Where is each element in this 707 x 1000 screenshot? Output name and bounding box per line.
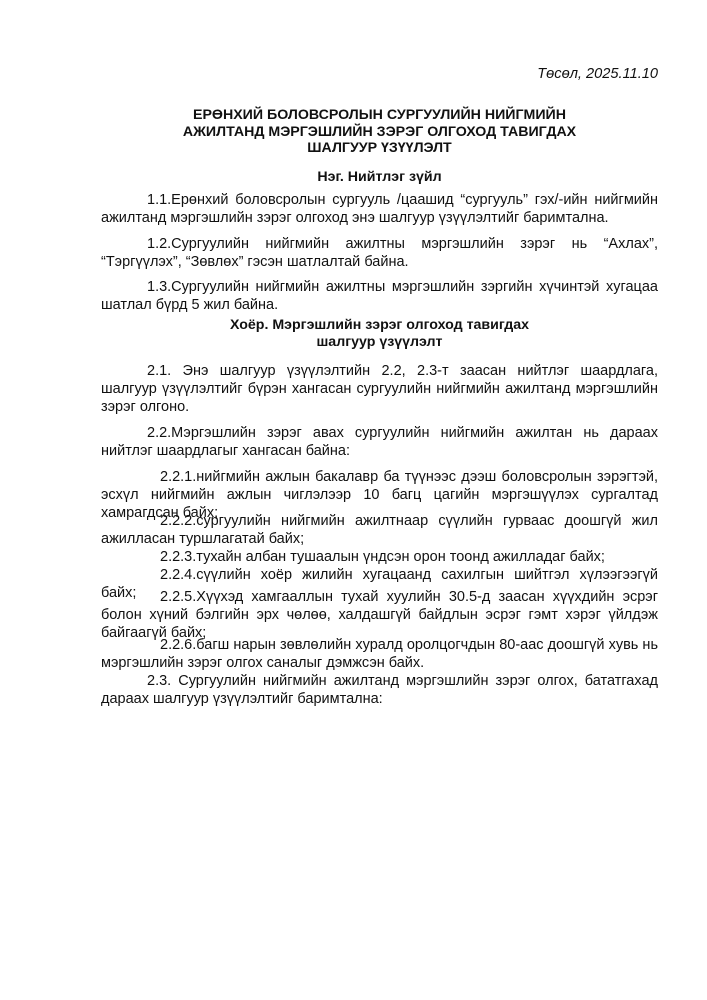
item-2-2-5: 2.2.5.Хүүхэд хамгааллын тухай хуулийн 30.5-д заасан хүүхдийн эсрэг болон хүний бэлгийн эрх чөлөө, халдашгүй байдлын эсрэг гэмт хэрэг үйлдэж байгаагүй байх; [101,589,658,641]
paragraph-1-1: 1.1.Ерөнхий боловсролын сургууль /цаашид “сургууль” гэх/-ийн нийгмийн ажилтанд мэргэшлийн зэрэг олгоход энэ шалгуур үзүүлэлтийг баримтална. [101,192,658,226]
item-2-2-3: 2.2.3.тухайн албан тушаалын үндсэн орон тоонд ажилладаг байх; [160,549,605,565]
section-heading-line: Нэг. Нийтлэг зүйл [317,169,442,185]
paragraph-2-3: 2.3. Сургуулийн нийгмийн ажилтанд мэргэшлийн зэрэг олгох, бататгахад дараах шалгуур үзүүлэлтийг баримтална: [101,673,658,707]
item-2-2-6: 2.2.6.багш нарын зөвлөлийн хуралд оролцогчдын 80-аас доошгүй хувь нь мэргэшлийн зэрэг олгох саналыг дэмжсэн байх. [101,637,658,671]
paragraph-2-1: 2.1. Энэ шалгуур үзүүлэлтийн 2.2, 2.3-т заасан нийтлэг шаардлага, шалгуур үзүүлэлтийг бүрэн хангасан сургуулийн нийгмийн ажилтанд мэргэшлийн зэрэг олгоно. [101,363,658,415]
section-heading-2 [101,317,658,350]
paragraph-1-3: 1.3.Сургуулийн нийгмийн ажилтны мэргэшлийн зэргийн хүчинтэй хугацаа шатлал бүрд 5 жил байна. [101,279,658,313]
section-heading-line: Хоёр. Мэргэшлийн зэрэг олгоход тавигдах [229,317,530,333]
paragraph-2-2: 2.2.Мэргэшлийн зэрэг авах сургуулийн нийгмийн ажилтан нь дараах нийтлэг шаардлагыг хангасан байна: [101,425,658,459]
title-line: ШАЛГУУР ҮЗҮҮЛЭЛТ [307,140,452,157]
document-title [101,107,658,157]
section-heading-line: шалгуур үзүүлэлт [316,333,443,350]
section-heading-1 [101,169,658,186]
title-line: ЕРӨНХИЙ БОЛОВСРОЛЫН СУРГУУЛИЙН НИЙГМИЙН [193,107,566,123]
item-2-2-2: 2.2.2.сургуулийн нийгмийн ажилтнаар сүүлийн гурваас доошгүй жил ажилласан туршлагатай байх; [101,513,658,547]
paragraph-1-2: 1.2.Сургуулийн нийгмийн ажилтны мэргэшлийн зэрэг нь “Ахлах”, “Тэргүүлэх”, “Зөвлөх” гэсэн шатлалтай байна. [101,236,658,270]
item-2-2-4: 2.2.4.сүүлийн хоёр жилийн хугацаанд сахилгын шийтгэл хүлээгээгүй байх; [101,567,658,601]
draft-date-label: Төсөл, 2025.11.10 [537,66,658,82]
item-2-2-1: 2.2.1.нийгмийн ажлын бакалавр ба түүнээс дээш боловсролын зэрэгтэй, эсхүл нийгмийн ажлын чиглэлээр 10 багц цагийн мэргэшүүлэх сургалтад хамрагдсан байх; [101,469,658,521]
title-line: АЖИЛТАНД МЭРГЭШЛИЙН ЗЭРЭГ ОЛГОХОД ТАВИГДАХ [182,123,577,140]
